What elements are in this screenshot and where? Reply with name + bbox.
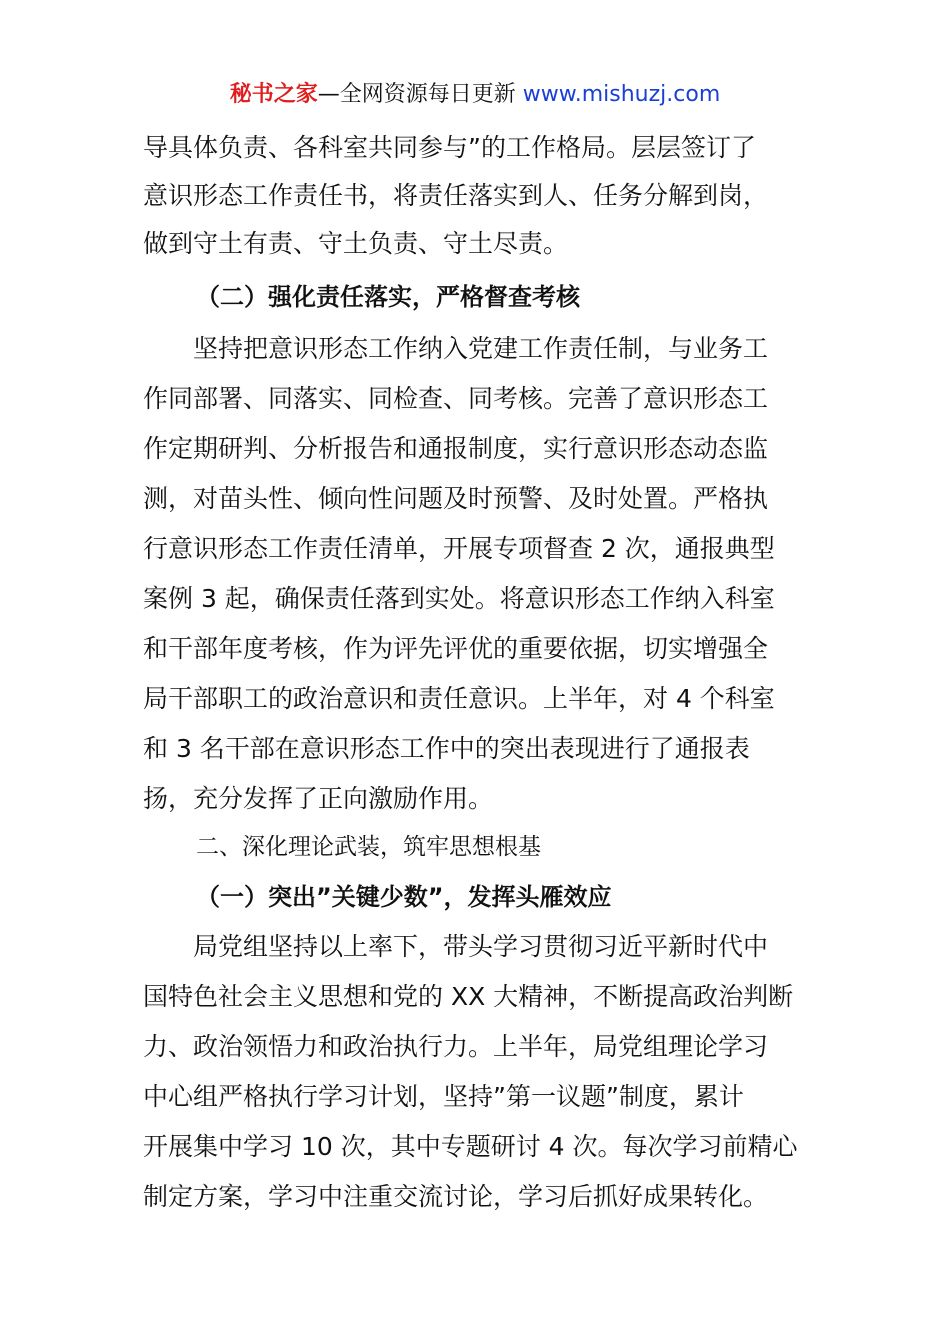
site-tagline: —全网资源每日更新 (317, 82, 516, 107)
text-line: 坚持把意识形态工作纳入党建工作责任制，与业务工 (193, 334, 769, 363)
section-heading: （二）强化责任落实，严格督查考核 (196, 283, 580, 311)
text-line: 制定方案，学习中注重交流讨论，学习后抓好成果转化。 (143, 1182, 769, 1211)
site-header (0, 78, 950, 112)
chapter-heading: 二、深化理论武装，筑牢思想根基 (196, 834, 541, 860)
text-line: 和 3 名干部在意识形态工作中的突出表现进行了通报表 (143, 734, 750, 763)
text-line: 测，对苗头性、倾向性问题及时预警、及时处置。严格执 (143, 484, 769, 513)
text-line: 导具体负责、各科室共同参与”的工作格局。层层签订了 (143, 133, 756, 162)
text-line: 局干部职工的政治意识和责任意识。上半年，对 4 个科室 (143, 684, 775, 713)
site-url-link[interactable]: www.mishuzj.com (522, 82, 721, 107)
text-line: 扬，充分发挥了正向激励作用。 (143, 784, 494, 813)
text-line: 意识形态工作责任书，将责任落实到人、任务分解到岗， (143, 181, 769, 210)
site-brand[interactable]: 秘书之家 (229, 82, 318, 107)
text-line: 开展集中学习 10 次，其中专题研讨 4 次。每次学习前精心 (143, 1132, 798, 1161)
text-line: 作同部署、同落实、同检查、同考核。完善了意识形态工 (143, 384, 769, 413)
text-line: 国特色社会主义思想和党的 XX 大精神，不断提高政治判断 (143, 982, 794, 1011)
text-line: 局党组坚持以上率下，带头学习贯彻习近平新时代中 (193, 932, 769, 961)
text-line: 作定期研判、分析报告和通报制度，实行意识形态动态监 (143, 434, 769, 463)
section-heading: （一）突出”关键少数”，发挥头雁效应 (196, 883, 612, 911)
text-line: 案例 3 起，确保责任落到实处。将意识形态工作纳入科室 (143, 584, 775, 613)
text-line: 做到守土有责、守土负责、守土尽责。 (143, 229, 569, 258)
text-line: 行意识形态工作责任清单，开展专项督查 2 次，通报典型 (143, 534, 775, 563)
text-line: 中心组严格执行学习计划，坚持”第一议题”制度，累计 (143, 1082, 744, 1111)
text-line: 和干部年度考核，作为评先评优的重要依据，切实增强全 (143, 634, 769, 663)
text-line: 力、政治领悟力和政治执行力。上半年，局党组理论学习 (143, 1032, 769, 1061)
